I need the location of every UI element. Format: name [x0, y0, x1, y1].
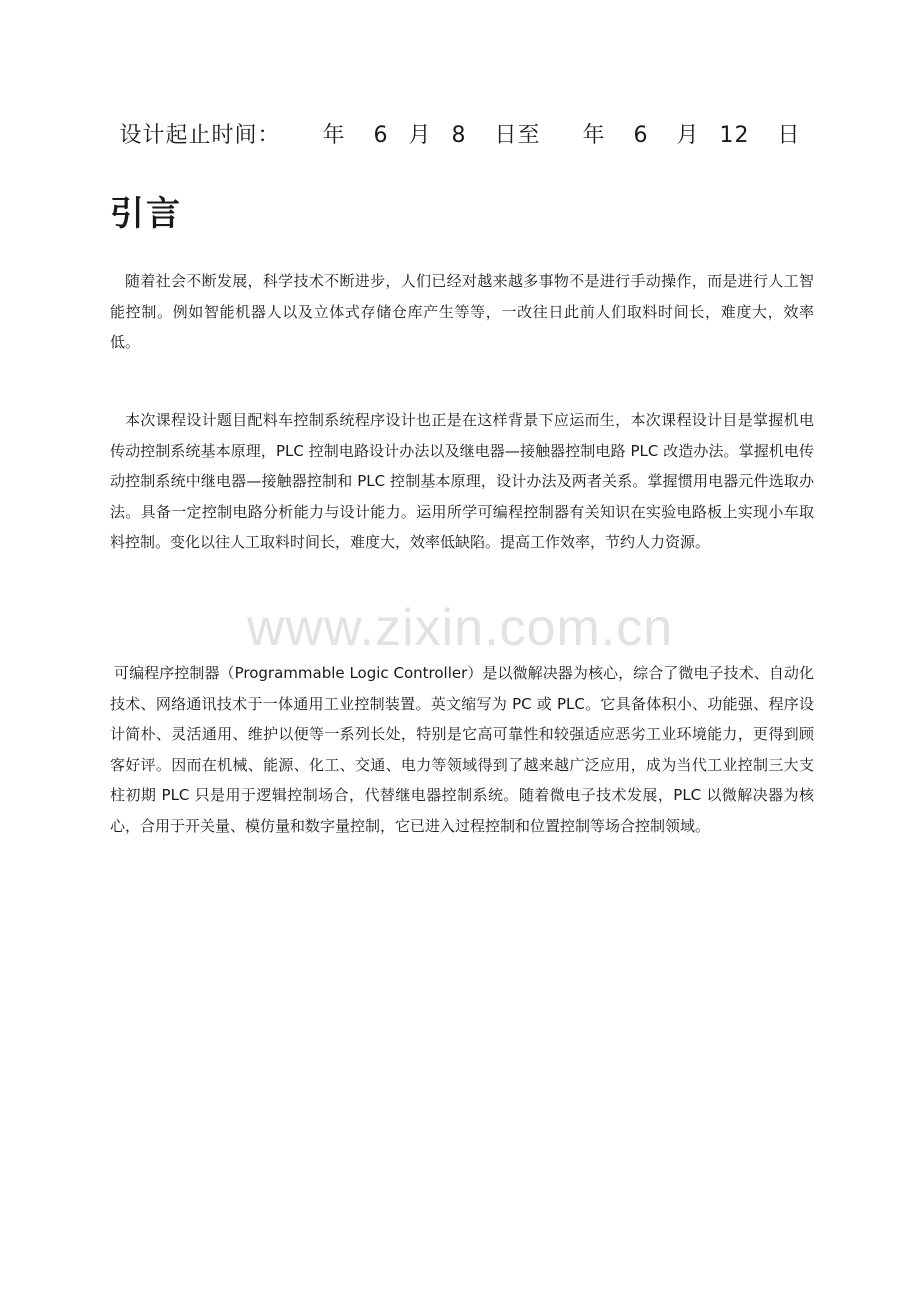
- paragraph-plc-description: 可编程序控制器（Programmable Logic Controller）是以微解决器为核心，综合了微电子技术、自动化技术、网络通讯技术于一体通用工业控制装置。英文缩写为 PC 或 PLC。它具备体积小、功能强、程序设计简朴、灵活通用、维护以便等一系列长处，特别是它高可靠性和较强适应恶劣工业环境能力，更得到顾客好评。因而在机械、能源、化工、交通、电力等领域得到了越来越广泛应用，成为当代工业控制三大支柱初期 PLC 只是用于逻辑控制场合，代替继电器控制系统。随着微电子技术发展，PLC 以微解决器为核心，合用于开关量、模仿量和数字量控制，它已进入过程控制和位置控制等场合控制领域。: [110, 664, 814, 835]
- start-day-to: 日至: [494, 123, 541, 148]
- start-month-unit: 月: [408, 123, 432, 148]
- end-month-unit: 月: [676, 123, 700, 148]
- start-month-value: 6: [373, 123, 389, 148]
- design-period-line: [0, 118, 920, 149]
- end-year-unit: 年: [582, 123, 606, 148]
- paragraph-intro: 随着社会不断发展，科学技术不断进步，人们已经对越来越多事物不是进行手动操作，而是进行人工智能控制。例如智能机器人以及立体式存储仓库产生等等，一改往日此前人们取料时间长，难度大，效率低。: [110, 272, 814, 351]
- start-day-value: 8: [451, 123, 467, 148]
- watermark-text: www.zixin.com.cn: [246, 599, 674, 657]
- end-day-unit: 日: [777, 123, 801, 148]
- design-period-label: 设计起止时间：: [119, 123, 281, 148]
- section-heading: 引言: [110, 194, 182, 234]
- end-day-value: 12: [719, 123, 750, 148]
- paragraph-course-goal: 本次课程设计题目配料车控制系统程序设计也正是在这样背景下应运而生，本次课程设计目是掌握机电传动控制系统基本原理，PLC 控制电路设计办法以及继电器—接触器控制电路 PLC 改造办法。掌握机电传动控制系统中继电器—接触器控制和 PLC 控制基本原理，设计办法及两者关系。掌握惯用电器元件选取办法。具备一定控制电路分析能力与设计能力。运用所学可编程控制器有关知识在实验电路板上实现小车取料控制。变化以往人工取料时间长，难度大，效率低缺陷。提高工作效率，节约人力资源。: [110, 411, 814, 551]
- end-month-value: 6: [633, 123, 649, 148]
- start-year-unit: 年: [322, 123, 346, 148]
